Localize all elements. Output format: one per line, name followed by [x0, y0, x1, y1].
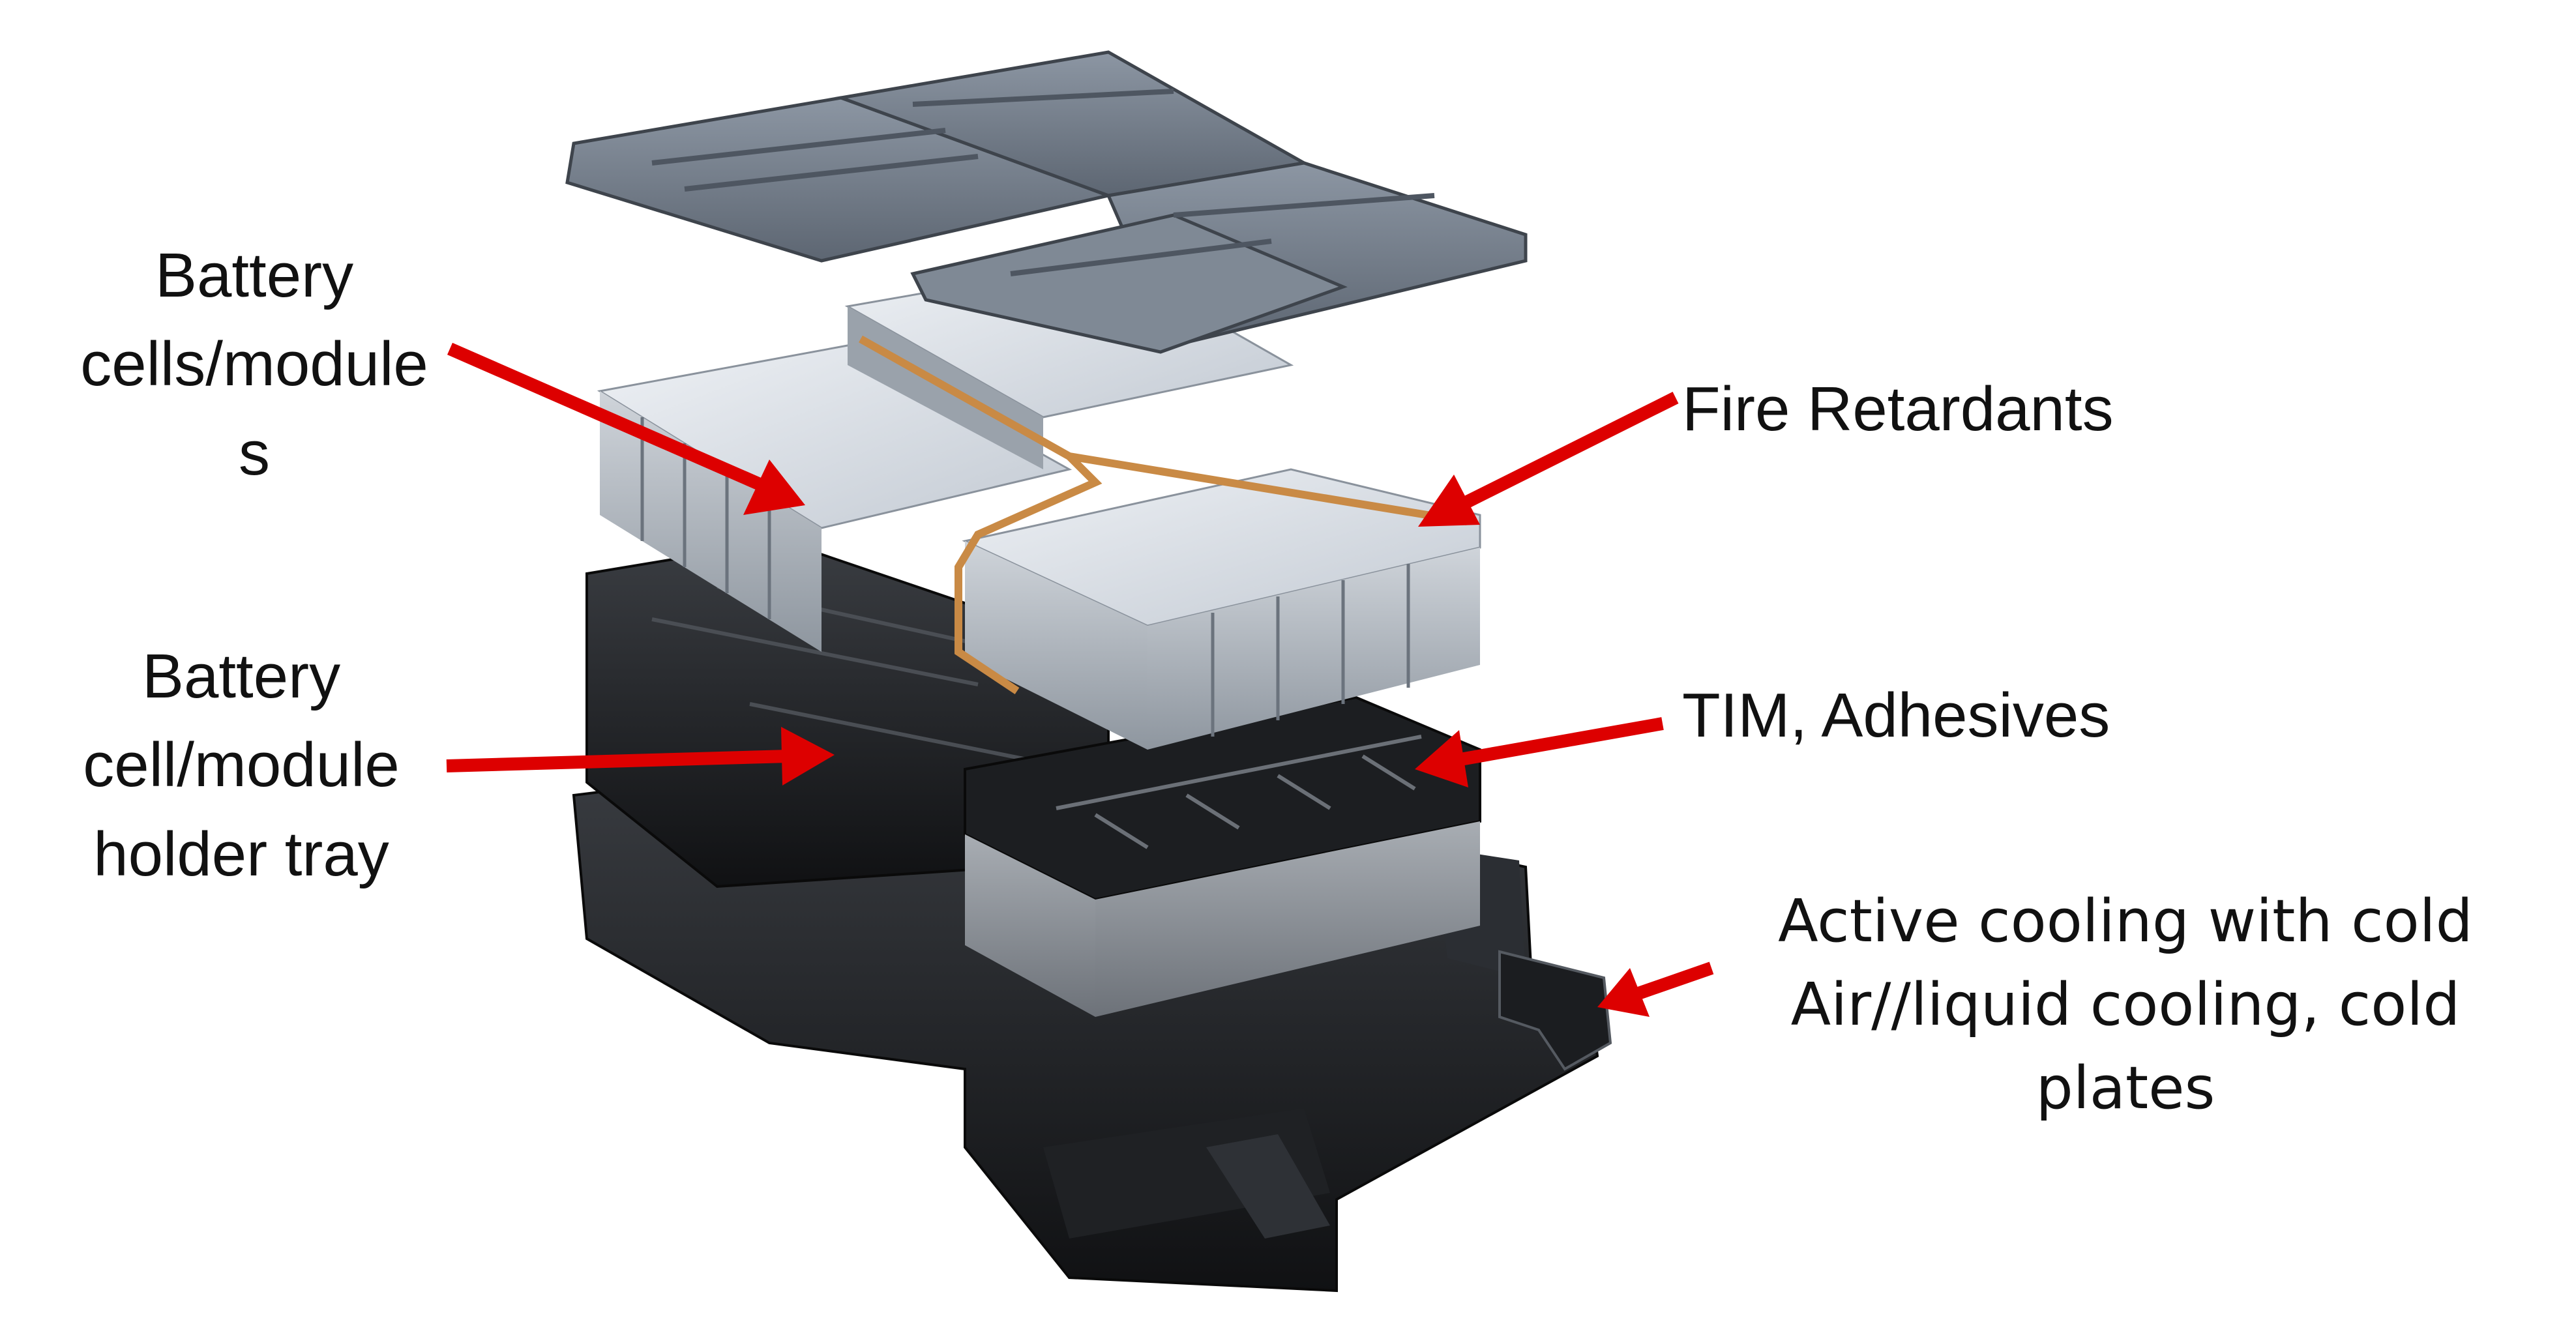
label-line: cell/module — [83, 730, 400, 800]
label-line: holder tray — [93, 819, 389, 889]
label-active-cooling — [1721, 880, 2530, 1130]
label-line: Active cooling with cold — [1778, 887, 2473, 956]
label-tim-adhesives: TIM, Adhesives — [1682, 681, 2110, 750]
label-line: Air//liquid cooling, cold — [1790, 970, 2461, 1039]
arrow-fire — [1460, 398, 1676, 505]
pack-lid — [567, 52, 1526, 352]
label-line: plates — [2036, 1053, 2215, 1122]
label-fire-retardants: Fire Retardants — [1682, 374, 2114, 444]
label-line: Battery — [155, 241, 354, 310]
label-line: Battery — [141, 641, 341, 711]
arrow-tim — [1460, 724, 1663, 759]
label-line: cells/module — [80, 329, 428, 400]
arrow-cooling — [1636, 968, 1711, 994]
label-line: s — [239, 418, 270, 488]
label-battery-cells — [26, 231, 482, 498]
label-holder-tray — [26, 632, 456, 899]
